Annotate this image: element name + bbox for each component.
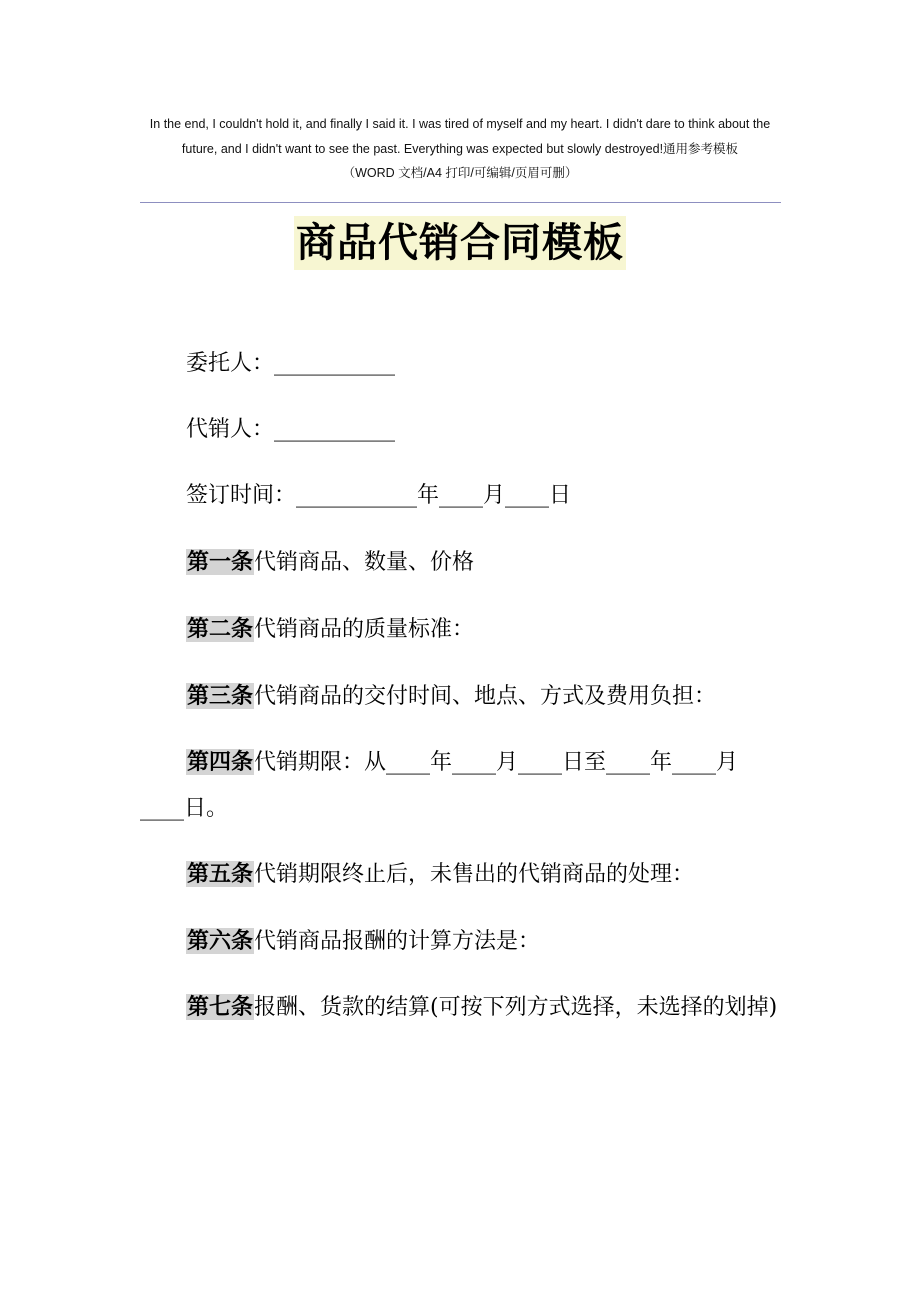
article-text: 报酬、货款的结算(可按下列方式选择，未选择的划掉) <box>254 995 778 1020</box>
document-title: 商品代销合同模板 <box>294 216 626 270</box>
article-7 <box>140 984 780 1031</box>
article-label: 第五条 <box>187 861 254 887</box>
document-body <box>140 340 780 1031</box>
header-subtitle: （WORD 文档/A4 打印/可编辑/页眉可删） <box>342 166 578 180</box>
principal-field: 委托人：___________ <box>186 351 396 376</box>
signing-date-field: 签订时间：___________年____月____日 <box>186 483 572 508</box>
header-divider <box>140 202 781 203</box>
article-label: 第七条 <box>187 994 254 1020</box>
article-4 <box>140 739 780 832</box>
article-5 <box>140 850 780 899</box>
article-6 <box>140 917 780 966</box>
article-3 <box>140 672 780 721</box>
article-1 <box>140 538 780 587</box>
article-label: 第三条 <box>187 683 254 709</box>
article-label: 第二条 <box>187 616 254 642</box>
article-label: 第六条 <box>187 928 254 954</box>
article-text: 代销商品、数量、价格 <box>254 550 475 575</box>
agent-field: 代销人：___________ <box>186 417 396 442</box>
article-label: 第四条 <box>187 749 254 775</box>
article-text: 代销期限：从____年____月____日至____年____月____日。 <box>140 750 739 821</box>
article-text: 代销商品报酬的计算方法是： <box>254 929 541 954</box>
title-container <box>0 216 920 270</box>
article-text: 代销商品的质量标准： <box>254 617 475 642</box>
article-text: 代销期限终止后，未售出的代销商品的处理： <box>254 862 695 887</box>
header-text: In the end, I couldn't hold it, and finally I said it. I was tired of myself and my heart. I didn't dare to think about the future, and I didn't want to see the past. Everything was expected but slowly destroyed!通用参考模板 <box>149 117 771 156</box>
article-label: 第一条 <box>187 549 254 575</box>
page-header <box>140 112 780 184</box>
article-text: 代销商品的交付时间、地点、方式及费用负担： <box>254 684 717 709</box>
article-2 <box>140 605 780 654</box>
